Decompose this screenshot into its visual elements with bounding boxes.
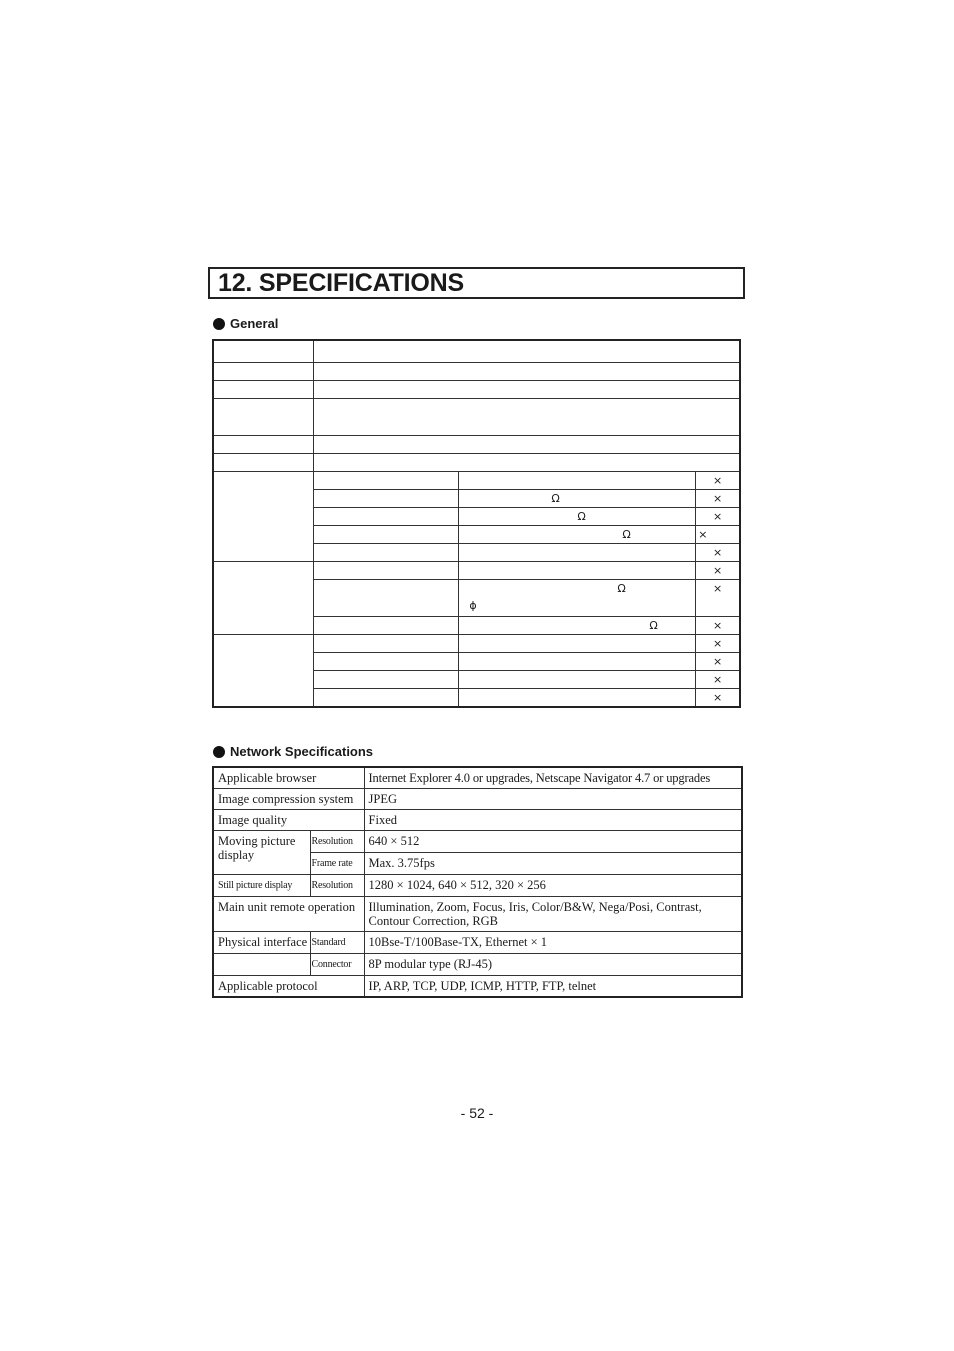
times-symbol: ×	[696, 617, 740, 635]
times-symbol: ×	[696, 635, 740, 653]
table-row	[213, 340, 740, 363]
quality-value: Fixed	[364, 810, 742, 831]
times-symbol: ×	[696, 490, 740, 508]
table-row	[213, 562, 740, 580]
table-row	[213, 363, 740, 381]
ohm-symbol: Ω	[577, 510, 586, 523]
table-row	[213, 810, 742, 831]
table-row	[213, 436, 740, 454]
network-heading-label: Network Specifications	[230, 744, 374, 759]
table-row	[213, 635, 740, 653]
table-row	[213, 454, 740, 472]
bullet-icon	[213, 318, 225, 330]
table-row	[213, 831, 742, 853]
section-title-box	[208, 267, 745, 299]
table-row	[213, 789, 742, 810]
general-spec-table	[212, 339, 741, 708]
table-row	[213, 381, 740, 399]
moving-framerate-label: Frame rate	[310, 853, 364, 875]
table-row	[213, 932, 742, 954]
physical-label-cont	[213, 954, 310, 976]
times-symbol: ×	[696, 562, 740, 580]
times-symbol: ×	[696, 472, 740, 490]
ohm-symbol: Ω	[649, 619, 658, 632]
phi-symbol: ϕ	[469, 599, 477, 612]
table-row	[213, 954, 742, 976]
times-symbol: ×	[696, 526, 740, 544]
network-heading	[213, 744, 373, 760]
moving-framerate-value: Max. 3.75fps	[364, 853, 742, 875]
moving-label: Moving picture display	[213, 831, 310, 875]
bullet-icon	[213, 746, 225, 758]
page-title: 12. SPECIFICATIONS	[218, 269, 464, 297]
network-spec-table	[212, 766, 743, 998]
table-row	[213, 875, 742, 897]
compression-label: Image compression system	[213, 789, 364, 810]
physical-connector-value: 8P modular type (RJ-45)	[364, 954, 742, 976]
general-heading-label: General	[230, 316, 279, 331]
moving-resolution-value: 640 × 512	[364, 831, 742, 853]
page-number: - 52 -	[460, 1105, 494, 1121]
table-row	[213, 976, 742, 998]
protocol-label: Applicable protocol	[213, 976, 364, 998]
times-symbol: ×	[696, 580, 740, 617]
browser-value: Internet Explorer 4.0 or upgrades, Netscape Navigator 4.7 or upgrades	[364, 767, 742, 789]
table-row	[213, 472, 740, 490]
physical-standard-value: 10Bse-T/100Base-TX, Ethernet × 1	[364, 932, 742, 954]
compression-value: JPEG	[364, 789, 742, 810]
browser-label: Applicable browser	[213, 767, 364, 789]
times-symbol: ×	[696, 508, 740, 526]
ohm-symbol: Ω	[551, 492, 560, 505]
physical-standard-label: Standard	[310, 932, 364, 954]
physical-connector-label: Connector	[310, 954, 364, 976]
ohm-symbol: Ω	[622, 528, 631, 541]
remote-label: Main unit remote operation	[213, 897, 364, 932]
times-symbol: ×	[696, 671, 740, 689]
quality-label: Image quality	[213, 810, 364, 831]
times-symbol: ×	[696, 653, 740, 671]
general-heading	[213, 316, 278, 332]
protocol-value: IP, ARP, TCP, UDP, ICMP, HTTP, FTP, telnet	[364, 976, 742, 998]
physical-label: Physical interface	[213, 932, 310, 954]
still-resolution-label: Resolution	[310, 875, 364, 897]
table-row	[213, 767, 742, 789]
moving-resolution-label: Resolution	[310, 831, 364, 853]
still-label: Still picture display	[213, 875, 310, 897]
ohm-symbol: Ω	[617, 582, 626, 595]
table-row	[213, 897, 742, 932]
times-symbol: ×	[696, 689, 740, 708]
table-row	[213, 399, 740, 436]
still-resolution-value: 1280 × 1024, 640 × 512, 320 × 256	[364, 875, 742, 897]
remote-value: Illumination, Zoom, Focus, Iris, Color/B&W, Nega/Posi, Contrast, Contour Correction, RGB	[364, 897, 742, 932]
times-symbol: ×	[696, 544, 740, 562]
